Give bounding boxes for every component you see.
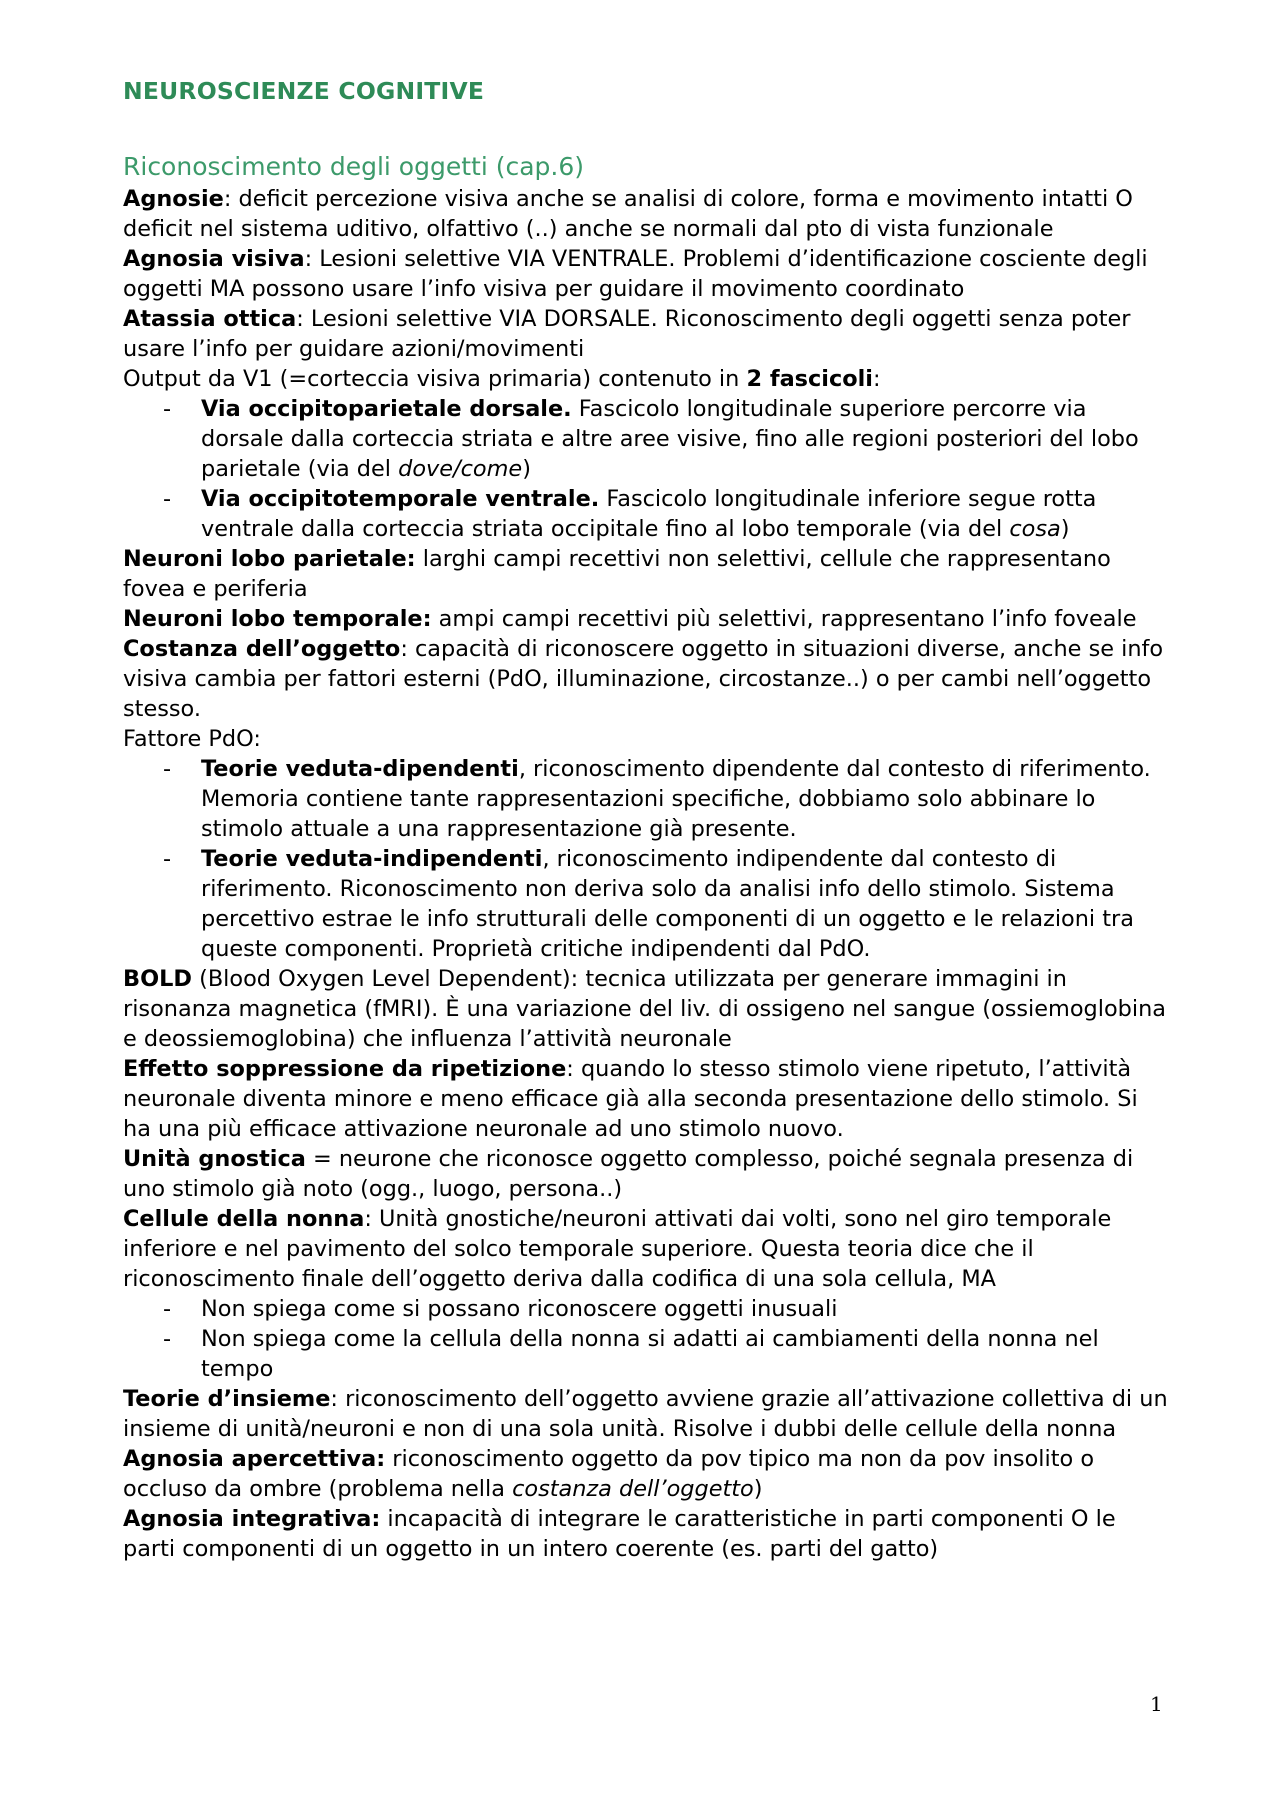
document-title: NEUROSCIENZE COGNITIVE [123, 77, 485, 105]
text-run: : Lesioni selettive VIA VENTRALE. Problemi d’identificazione cosciente degli oggetti MA possono usare l’info visiva per guidare il movimento coordinato [123, 246, 1148, 302]
paragraph [123, 604, 1171, 634]
text-run: ) [1060, 516, 1070, 542]
bold-term: Teorie d’insieme [123, 1386, 331, 1412]
bold-term: Agnosie [123, 186, 224, 212]
text-run: ) [753, 1476, 763, 1502]
dash-list [123, 1294, 1171, 1384]
text-run: ) [522, 456, 531, 482]
list-item [123, 1324, 1171, 1384]
paragraph [123, 724, 1171, 754]
bold-term: Agnosia visiva [123, 246, 305, 272]
text-run: Fascicolo longitudinale inferiore segue rotta ventrale dalla corteccia striata occipitale fino al lobo temporale (via del [201, 486, 1097, 542]
list-item [123, 754, 1171, 844]
text-run: , riconoscimento dipendente dal contesto di riferimento. Memoria contiene tante rappresentazioni specifiche, dobbiamo solo abbinare lo stimolo attuale a una rappresentazione già presente. [201, 756, 1151, 842]
text-run: (Blood Oxygen Level Dependent): tecnica utilizzata per generare immagini in risonanza magnetica (fMRI). È una variazione del liv. di ossigeno nel sangue (ossiemoglobina e deossiemoglobina) che influenza l’attività neuronale [123, 966, 1167, 1052]
paragraph [123, 1504, 1171, 1564]
dash-bullet-icon: - [163, 396, 172, 422]
text-run: ampi campi recettivi più selettivi, rappresentano l’info foveale [431, 606, 1137, 632]
bold-term: 2 fascicoli [746, 366, 873, 392]
list-item [123, 484, 1171, 544]
text-run: incapacità di integrare le caratteristiche in parti componenti O le parti componenti di un oggetto in un intero coerente (es. parti del gatto) [123, 1506, 1116, 1562]
dash-bullet-icon: - [163, 846, 172, 872]
bold-term: Agnosia integrativa: [123, 1506, 381, 1532]
bold-term: Unità gnostica [123, 1146, 306, 1172]
dash-bullet-icon: - [163, 756, 172, 782]
document-body [123, 184, 1171, 1564]
italic-text: costanza dell’oggetto [512, 1476, 754, 1502]
bold-term: Teorie veduta-indipendenti [201, 846, 543, 872]
dash-bullet-icon: - [163, 1296, 172, 1322]
bold-term: Cellule della nonna [123, 1206, 365, 1232]
bold-term: Teorie veduta-dipendenti [201, 756, 519, 782]
bold-term: Agnosia apercettiva: [123, 1446, 386, 1472]
text-run: = neurone che riconosce oggetto complesso, poiché segnala presenza di uno stimolo già noto (ogg., luogo, persona..) [123, 1146, 1134, 1202]
paragraph [123, 304, 1171, 364]
italic-text: dove/come [398, 456, 523, 482]
paragraph [123, 964, 1171, 1054]
text-run: Non spiega come si possano riconoscere oggetti inusuali [201, 1296, 838, 1322]
text-run: : quando lo stesso stimolo viene ripetuto, l’attività neuronale diventa minore e meno efficace già alla seconda presentazione dello stimolo. Si ha una più efficace attivazione neuronale ad uno stimolo nuovo. [123, 1056, 1138, 1142]
text-run: : Lesioni selettive VIA DORSALE. Riconoscimento degli oggetti senza poter usare l’info per guidare azioni/movimenti [123, 306, 1131, 362]
paragraph [123, 364, 1171, 394]
paragraph [123, 244, 1171, 304]
text-run: Non spiega come la cellula della nonna si adatti ai cambiamenti della nonna nel tempo [201, 1326, 1099, 1382]
italic-text: cosa [1009, 516, 1061, 542]
bold-term: Effetto soppressione da ripetizione [123, 1056, 567, 1082]
text-run: : Unità gnostiche/neuroni attivati dai volti, sono nel giro temporale inferiore e nel pavimento del solco temporale superiore. Questa teoria dice che il riconoscimento finale dell’oggetto deriva dalla codifica di una sola cellula, MA [123, 1206, 1112, 1292]
dash-list [123, 394, 1171, 544]
bold-term: Neuroni lobo parietale: [123, 546, 416, 572]
text-run: larghi campi recettivi non selettivi, cellule che rappresentano fovea e periferia [123, 546, 1111, 602]
text-run: Output da V1 (=corteccia visiva primaria) contenuto in [123, 366, 747, 392]
text-run: , riconoscimento indipendente dal contesto di riferimento. Riconoscimento non deriva solo da analisi info dello stimolo. Sistema percettivo estrae le info strutturali delle componenti di un oggetto e le relazioni tra queste componenti. Proprietà critiche indipendenti dal PdO. [201, 846, 1134, 962]
dash-bullet-icon: - [163, 1326, 172, 1352]
list-item [123, 1294, 1171, 1324]
paragraph [123, 1144, 1171, 1204]
paragraph [123, 634, 1171, 724]
paragraph [123, 1384, 1171, 1444]
paragraph [123, 1054, 1171, 1144]
paragraph [123, 184, 1171, 244]
paragraph [123, 1444, 1171, 1504]
bold-term: Neuroni lobo temporale: [123, 606, 432, 632]
document-page [123, 76, 1171, 1564]
page-number: 1 [1150, 1692, 1163, 1716]
bold-term: BOLD [123, 966, 192, 992]
text-run: riconoscimento oggetto da pov tipico ma non da pov insolito o occluso da ombre (problema nella [123, 1446, 1095, 1502]
dash-bullet-icon: - [163, 486, 172, 512]
paragraph [123, 1204, 1171, 1294]
text-run: : riconoscimento dell’oggetto avviene grazie all’attivazione collettiva di un insieme di unità/neuroni e non di una sola unità. Risolve i dubbi delle cellule della nonna [123, 1386, 1168, 1442]
bold-term: Atassia ottica [123, 306, 297, 332]
list-item [123, 844, 1171, 964]
paragraph [123, 544, 1171, 604]
bold-term: Costanza dell’oggetto [123, 636, 401, 662]
text-run: Fattore PdO: [123, 726, 261, 752]
dash-list [123, 754, 1171, 964]
bold-term: Via occipitoparietale dorsale. [201, 396, 572, 422]
list-item [123, 394, 1171, 484]
bold-term: Via occipitotemporale ventrale. [201, 486, 600, 512]
text-run: : capacità di riconoscere oggetto in situazioni diverse, anche se info visiva cambia per fattori esterni (PdO, illuminazione, circostanze..) o per cambi nell’oggetto stesso. [123, 636, 1164, 722]
text-run: Fascicolo longitudinale superiore percorre via dorsale dalla corteccia striata e altre aree visive, fino alle regioni posteriori del lobo parietale (via del [201, 396, 1139, 482]
text-run: : [872, 366, 881, 392]
text-run: : deficit percezione visiva anche se analisi di colore, forma e movimento intatti O deficit nel sistema uditivo, olfattivo (..) anche se normali dal pto di vista funzionale [123, 186, 1133, 242]
section-heading: Riconoscimento degli oggetti (cap.6) [123, 152, 584, 181]
